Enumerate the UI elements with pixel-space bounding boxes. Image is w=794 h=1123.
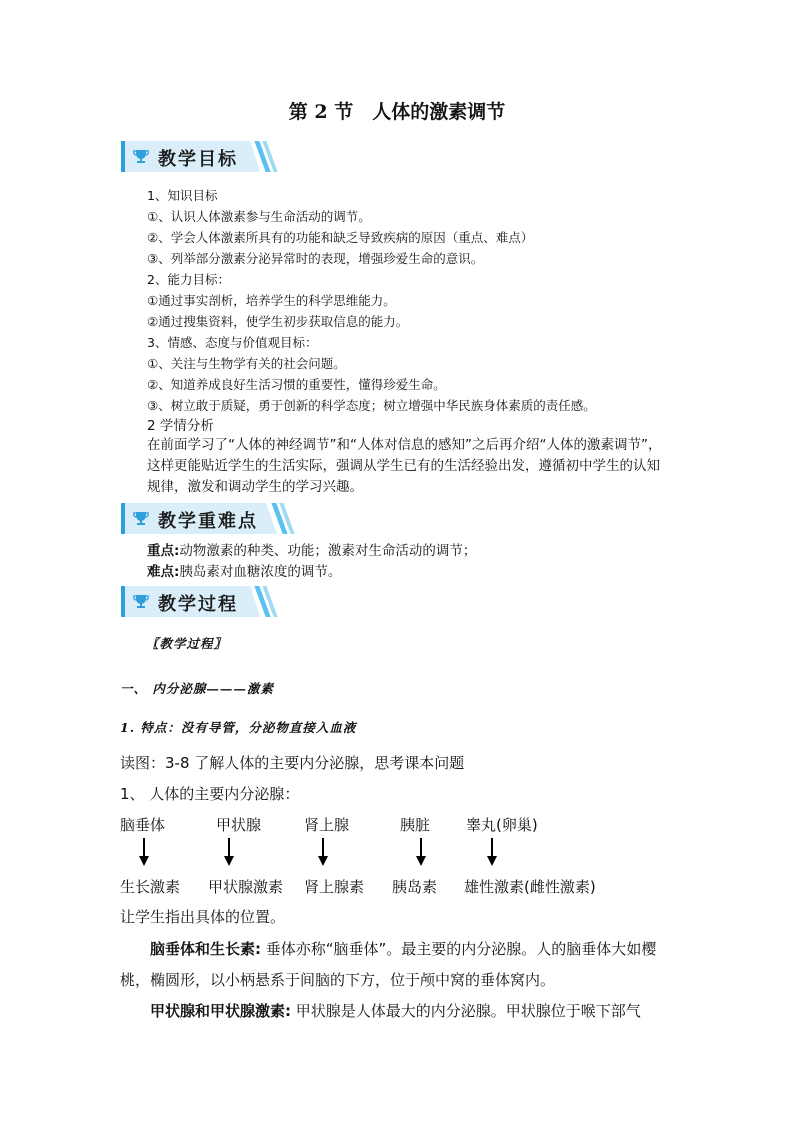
gland-label: 甲状腺 bbox=[216, 816, 262, 834]
trophy-icon bbox=[133, 149, 149, 164]
hormone-label: 甲状腺激素 bbox=[208, 878, 284, 896]
gland-label: 肾上腺 bbox=[304, 816, 350, 834]
paragraph-pituitary bbox=[120, 934, 680, 996]
difficulty-label: 难点: bbox=[147, 564, 180, 580]
objective-line: ①、关注与生物学有关的社会问题。 bbox=[147, 356, 346, 371]
section-label: 教学过程 bbox=[158, 594, 238, 615]
gland-label: 胰脏 bbox=[400, 816, 431, 834]
gland-label: 睾丸(卵巢) bbox=[466, 816, 538, 834]
trophy-icon bbox=[133, 594, 149, 609]
objective-line: ②通过搜集资料，使学生初步获取信息的能力。 bbox=[147, 314, 409, 329]
objective-line: ②、知道养成良好生活习惯的重要性，懂得珍爱生命。 bbox=[147, 377, 446, 392]
objective-line: 1、知识目标 bbox=[147, 188, 218, 203]
down-arrow-icon bbox=[416, 838, 426, 866]
process-heading-1: 一、 内分泌腺———激素 bbox=[120, 681, 274, 696]
down-arrow-icon bbox=[318, 838, 328, 866]
objective-line: ①、认识人体激素参与生命活动的调节。 bbox=[147, 209, 371, 224]
paragraph-label: 脑垂体和生长素: bbox=[150, 940, 261, 958]
process-heading-2: 1. 特点：没有导管，分泌物直接入血液 bbox=[120, 720, 357, 735]
hormone-label: 胰岛素 bbox=[392, 878, 438, 896]
objective-line: ③、列举部分激素分泌异常时的表现，增强珍爱生命的意识。 bbox=[147, 251, 484, 266]
process-bracket: 〖教学过程〗 bbox=[146, 636, 228, 651]
down-arrow-icon bbox=[224, 838, 234, 866]
objective-line: 2、能力目标： bbox=[147, 272, 230, 287]
hormone-label: 生长激素 bbox=[120, 878, 181, 896]
gland-subheading: 1、 人体的主要内分泌腺： bbox=[120, 785, 300, 803]
hormone-label: 雄性激素(雌性激素) bbox=[464, 878, 596, 896]
difficulty-line bbox=[147, 562, 341, 582]
down-arrow-icon bbox=[487, 838, 497, 866]
objective-line: ②、学会人体激素所具有的功能和缺乏导致疾病的原因（重点、难点） bbox=[147, 230, 534, 245]
objective-line: ①通过事实剖析，培养学生的科学思维能力。 bbox=[147, 293, 396, 308]
gland-label: 脑垂体 bbox=[120, 816, 166, 834]
hormone-label: 肾上腺素 bbox=[304, 878, 365, 896]
read-instruction: 读图：3-8 了解人体的主要内分泌腺，思考课本问题 bbox=[120, 754, 465, 772]
paragraph-label: 甲状腺和甲状腺激素: bbox=[150, 1002, 291, 1020]
objective-line: 3、情感、态度与价值观目标： bbox=[147, 335, 318, 350]
paragraph-text: 甲状腺是人体最大的内分泌腺。甲状腺位于喉下部气 bbox=[291, 1002, 641, 1020]
analysis-paragraph: 在前面学习了“人体的神经调节”和“人体对信息的感知”之后再介绍“人体的激素调节”，这样更能贴近学生的生活实际，强调从学生已有的生活经验出发，遵循初中学生的认知规律，激发和调动学生的学习兴趣。 bbox=[147, 437, 662, 495]
section-label: 教学目标 bbox=[158, 149, 238, 170]
key-point-line bbox=[147, 541, 476, 561]
key-text: 动物激素的种类、功能；激素对生命活动的调节； bbox=[179, 543, 477, 559]
paragraph-text: 垂体亦称“脑垂体”。最主要的内分泌腺。人的脑垂体大如樱桃，椭圆形，以小柄悬系于间脑的下方，位于颅中窝的垂体窝内。 bbox=[120, 940, 657, 989]
objective-line: ③、树立敢于质疑，勇于创新的科学态度；树立增强中华民族身体素质的责任感。 bbox=[147, 398, 596, 413]
key-label: 重点: bbox=[147, 543, 180, 559]
down-arrow-icon bbox=[139, 838, 149, 866]
section-label: 教学重难点 bbox=[158, 511, 258, 532]
trophy-icon bbox=[133, 511, 149, 526]
page-title: 第 2 节 人体的激素调节 bbox=[288, 101, 506, 123]
analysis-heading: 2 学情分析 bbox=[147, 418, 214, 434]
paragraph-thyroid bbox=[120, 996, 680, 1027]
point-out-instruction: 让学生指出具体的位置。 bbox=[120, 908, 286, 926]
difficulty-text: 胰岛素对血糖浓度的调节。 bbox=[179, 564, 342, 580]
